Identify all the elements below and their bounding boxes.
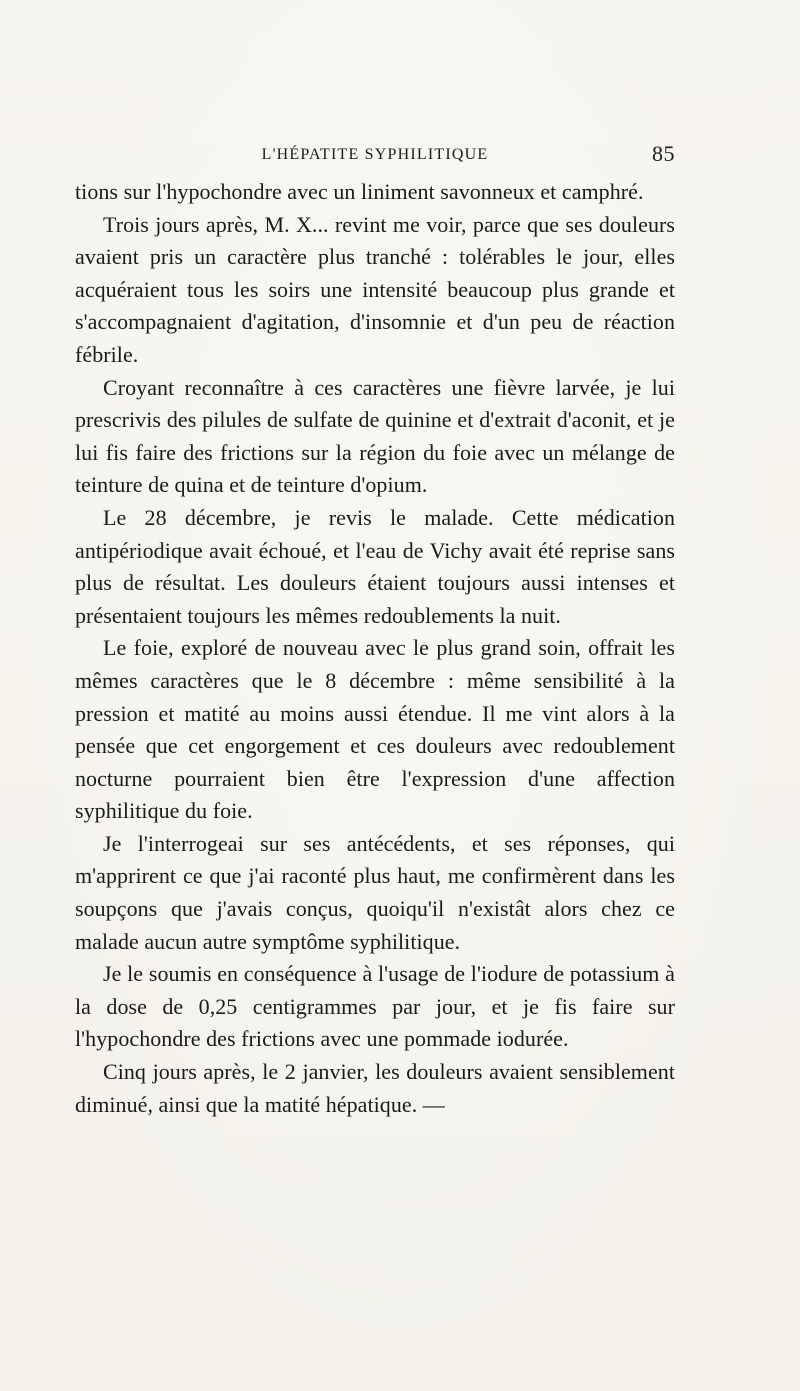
paragraph-5: Le foie, exploré de nouveau avec le plus grand soin, offrait les mêmes caractères que le 8 décembre : même sensibilité à la pression et matité au moins aussi étendue. Il me vint alors à la pensée que cet engorgement et ces douleurs avec redoublement nocturne pourraient bien être l'expression d'une affection syphilitique du foie. [75, 635, 675, 824]
paragraph-6: Je l'interrogeai sur ses antécédents, et ses réponses, qui m'apprirent ce que j'ai raconté plus haut, me confirmèrent dans les soupçons que j'avais conçus, quoiqu'il n'existât alors chez ce malade aucun autre symptôme syphilitique. [75, 830, 675, 954]
paragraph-7: Je le soumis en conséquence à l'usage de l'iodure de potassium à la dose de 0,25 centigrammes par jour, et je fis faire sur l'hypochondre des frictions avec une pommade iodurée. [75, 961, 675, 1052]
body-text [75, 176, 675, 1121]
paragraph-4: Le 28 décembre, je revis le malade. Cette médication antipériodique avait échoué, et l'eau de Vichy avait été reprise sans plus de résultat. Les douleurs étaient toujours aussi intenses et présentaient toujours les mêmes redoublements la nuit. [75, 504, 675, 628]
page-number: 85 [652, 141, 675, 166]
paragraph-3: Croyant reconnaître à ces caractères une fièvre larvée, je lui prescrivis des pilules de sulfate de quinine et d'extrait d'aconit, et je lui fis faire des frictions sur la région du foie avec un mélange de teinture de quina et de teinture d'opium. [75, 374, 675, 498]
paragraph-8: Cinq jours après, le 2 janvier, les douleurs avaient sensiblement diminué, ainsi que la matité hépatique. — [75, 1059, 675, 1117]
paragraph-2: Trois jours après, M. X... revint me voir, parce que ses douleurs avaient pris un caractère plus tranché : tolérables le jour, elles acquéraient tous les soirs une intensité beaucoup plus grande et s'accompagnaient d'agitation, d'insomnie et d'un peu de réaction fébrile. [75, 211, 675, 367]
running-head [75, 141, 675, 169]
running-title: L'HÉPATITE SYPHILITIQUE [261, 146, 489, 163]
paragraph-1: tions sur l'hypochondre avec un liniment savonneux et camphré. [75, 179, 644, 204]
